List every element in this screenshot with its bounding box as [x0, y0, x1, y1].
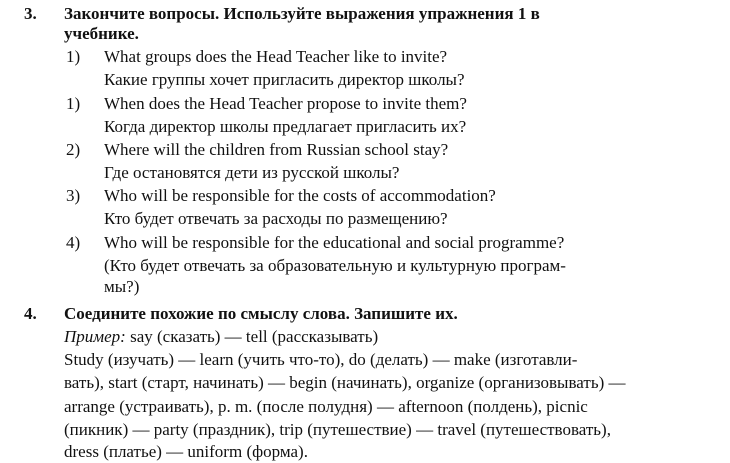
answer-line: arrange (устраивать), p. m. (после полудня) — afternoon (полдень), picnic [64, 397, 588, 416]
question-ru: Где остановятся дети из русской школы? [104, 163, 400, 182]
item-number: 1) [66, 94, 81, 113]
exercise-3-heading-line2: учебнике. [64, 24, 139, 43]
question-ru: Кто будет отвечать за расходы по размещению? [104, 209, 448, 228]
exercise-3-heading-line1: Закончите вопросы. Используйте выражения упражнения 1 в [64, 4, 540, 23]
question-en: Who will be responsible for the costs of accommodation? [104, 186, 496, 205]
question-ru-continued: мы?) [104, 277, 140, 296]
item-number: 2) [66, 140, 81, 159]
exercise-4-heading: Соедините похожие по смыслу слова. Запишите их. [64, 304, 458, 323]
item-number: 1) [66, 47, 81, 66]
example-line [64, 327, 378, 347]
exercise-3-number: 3. [24, 4, 37, 23]
question-en: Where will the children from Russian school stay? [104, 140, 449, 159]
question-en: Who will be responsible for the educational and social programme? [104, 233, 565, 252]
answer-line: (пикник) — party (праздник), trip (путешествие) — travel (путешествовать), [64, 420, 611, 439]
example-label: Пример: [64, 327, 126, 346]
example-text: say (сказать) — tell (рассказывать) [125, 327, 379, 346]
question-en: When does the Head Teacher propose to invite them? [104, 94, 467, 113]
answer-line: dress (платье) — uniform (форма). [64, 442, 308, 461]
item-number: 4) [66, 233, 81, 252]
item-number: 3) [66, 186, 81, 205]
answer-line: Study (изучать) — learn (учить что-то), do (делать) — make (изготавли- [64, 350, 578, 369]
exercise-4-number: 4. [24, 304, 37, 323]
question-ru: (Кто будет отвечать за образовательную и культурную програм- [104, 256, 566, 275]
answer-line: вать), start (старт, начинать) — begin (начинать), organize (организовывать) — [64, 373, 626, 392]
question-ru: Когда директор школы предлагает пригласить их? [104, 117, 467, 136]
question-en: What groups does the Head Teacher like to invite? [104, 47, 448, 66]
question-ru: Какие группы хочет пригласить директор школы? [104, 70, 465, 89]
